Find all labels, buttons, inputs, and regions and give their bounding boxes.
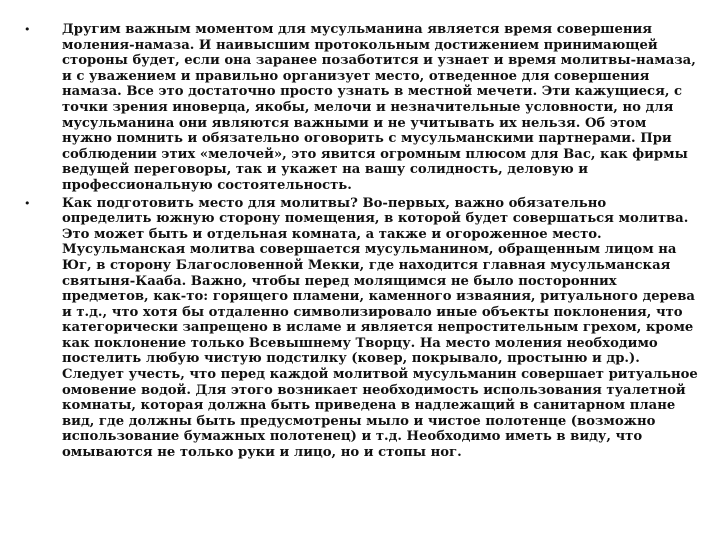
bullet-icon: •	[24, 23, 31, 36]
paragraph-prayer-time: Другим важным моментом для мусульманина является время совершения моления-намаза. И наивысшим протокольным достижением принимающей стороны будет, если она заранее позаботится и узнает и время молитвы-намаза, и с уважением и правильно организует место, отведенное для совершения намаза. Все это достаточно просто узнать в местной мечети. Эти кажущиеся, с точки зрения иноверца, якобы, мелочи и незначительные условности, но для мусульманина они являются важными и не учитывать их нельзя. Об этом нужно помнить и обязательно оговорить с мусульманскими партнерами. При соблюдении этих «мелочей», это явится огромным плюсом для Вас, как фирмы ведущей переговоры, так и укажет на вашу солидность, деловую и профессиональную состоятельность.	[62, 22, 696, 193]
bullet-list	[24, 22, 700, 463]
paragraph-prayer-place: Как подготовить место для молитвы? Во-первых, важно обязательно определить южную сторону помещения, в которой будет совершаться молитва. Это может быть и отдельная комната, а также и огороженное место. Мусульманская молитва совершается мусульманином, обращенным лицом на Юг, в сторону Благословенной Мекки, где находится главная мусульманская святыня-Кааба. Важно, чтобы перед молящимся не было посторонних предметов, как-то: горящего пламени, каменного изваяния, ритуального дерева и т.д., что хотя бы отдаленно символизировало иные объекты поклонения, что категорически запрещено в исламе и является непростительным грехом, кроме как поклонение только Всевышнему Творцу. На место моления необходимо постелить любую чистую подстилку (ковер, покрывало, простыню и др.). Следует учесть, что перед каждой молитвой мусульманин совершает ритуальное омовение водой. Для этого возникает необходимость использования туалетной комнаты, которая должна быть приведена в надлежащий в санитарном плане вид, где должны быть предусмотрены мыло и чистое полотенце (возможно использование бумажных полотенец) и т.д. Необходимо иметь в виду, что омываются не только руки и лицо, но и стопы ног.	[62, 195, 698, 461]
bullet-item-prayer-place	[24, 196, 700, 461]
bullet-icon: •	[24, 196, 31, 210]
bullet-item-prayer-time	[24, 22, 700, 194]
